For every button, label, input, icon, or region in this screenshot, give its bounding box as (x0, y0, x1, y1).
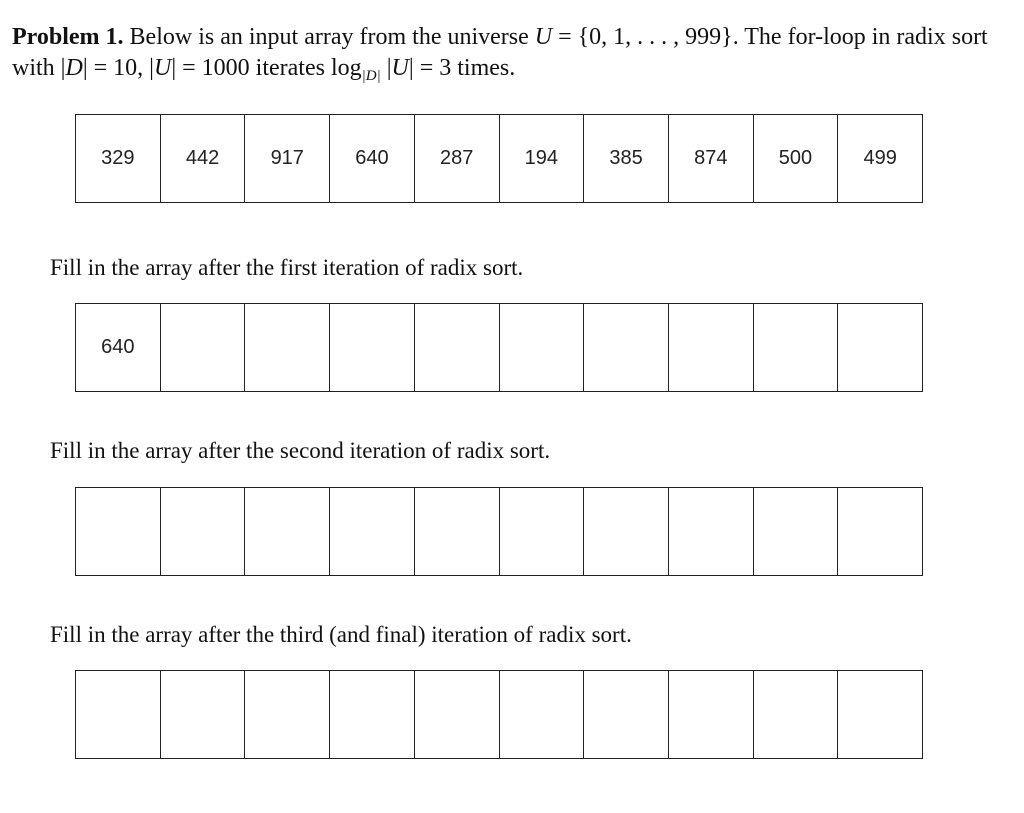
answer-cell[interactable] (584, 671, 669, 758)
answer-cell[interactable] (754, 488, 839, 575)
problem-text: | = 3 times. (408, 55, 516, 81)
array-cell: 442 (161, 115, 246, 202)
array-cell: 917 (245, 115, 330, 202)
array-cell: 500 (754, 115, 839, 202)
problem-text: Below is an input array from the universe (123, 24, 535, 50)
answer-cell[interactable] (245, 671, 330, 758)
step-2-array (75, 487, 923, 576)
answer-cell[interactable] (838, 671, 922, 758)
answer-cell[interactable] (754, 671, 839, 758)
array-cell: 640 (330, 115, 415, 202)
answer-cell[interactable] (415, 671, 500, 758)
array-cell: 499 (863, 147, 897, 169)
digit-set-symbol: D (65, 55, 83, 81)
problem-label: Problem 1. (12, 24, 124, 50)
answer-cell[interactable] (76, 671, 161, 758)
answer-cell[interactable] (330, 304, 415, 391)
answer-cell[interactable] (415, 304, 500, 391)
answer-cell[interactable] (161, 304, 246, 391)
log-base: |D| (361, 68, 381, 84)
input-array (75, 114, 923, 203)
problem-text: = {0, 1, . . . , 999}. The for-loop in radix sort with | (12, 24, 988, 81)
answer-cell[interactable] (76, 488, 161, 575)
answer-cell[interactable]: 640 (76, 304, 161, 391)
answer-cell[interactable] (669, 488, 754, 575)
answer-cell[interactable] (330, 671, 415, 758)
universe-symbol: U (391, 55, 409, 81)
answer-cell[interactable] (584, 488, 669, 575)
answer-cell[interactable] (669, 671, 754, 758)
problem-text: | = 10, | (82, 55, 154, 81)
answer-cell[interactable] (161, 488, 246, 575)
answer-cell[interactable] (500, 488, 585, 575)
answer-cell[interactable] (245, 488, 330, 575)
step-2-prompt: Fill in the array after the second iteration of radix sort. (50, 438, 551, 463)
array-cell: 287 (415, 115, 500, 202)
answer-cell[interactable] (838, 304, 922, 391)
step-1-array (75, 303, 923, 392)
problem-statement (12, 22, 1012, 92)
answer-cell[interactable] (838, 488, 922, 575)
answer-cell[interactable] (754, 304, 839, 391)
universe-symbol: U (534, 24, 553, 50)
array-cell: 329 (76, 115, 161, 202)
universe-symbol: U (153, 55, 172, 81)
step-3-array (75, 670, 923, 759)
answer-cell[interactable] (500, 671, 585, 758)
answer-cell[interactable] (161, 671, 246, 758)
answer-cell[interactable] (330, 488, 415, 575)
array-cell: 194 (500, 115, 585, 202)
answer-cell[interactable] (669, 304, 754, 391)
answer-cell[interactable] (245, 304, 330, 391)
answer-cell[interactable] (584, 304, 669, 391)
problem-text: | = 1000 iterates log (171, 55, 362, 81)
array-cell: 874 (669, 115, 754, 202)
problem-text: | (380, 55, 392, 81)
answer-cell[interactable] (500, 304, 585, 391)
step-3-prompt: Fill in the array after the third (and final) iteration of radix sort. (50, 622, 632, 647)
answer-cell[interactable] (415, 488, 500, 575)
step-1-prompt: Fill in the array after the first iteration of radix sort. (50, 255, 524, 280)
array-cell: 385 (584, 115, 669, 202)
